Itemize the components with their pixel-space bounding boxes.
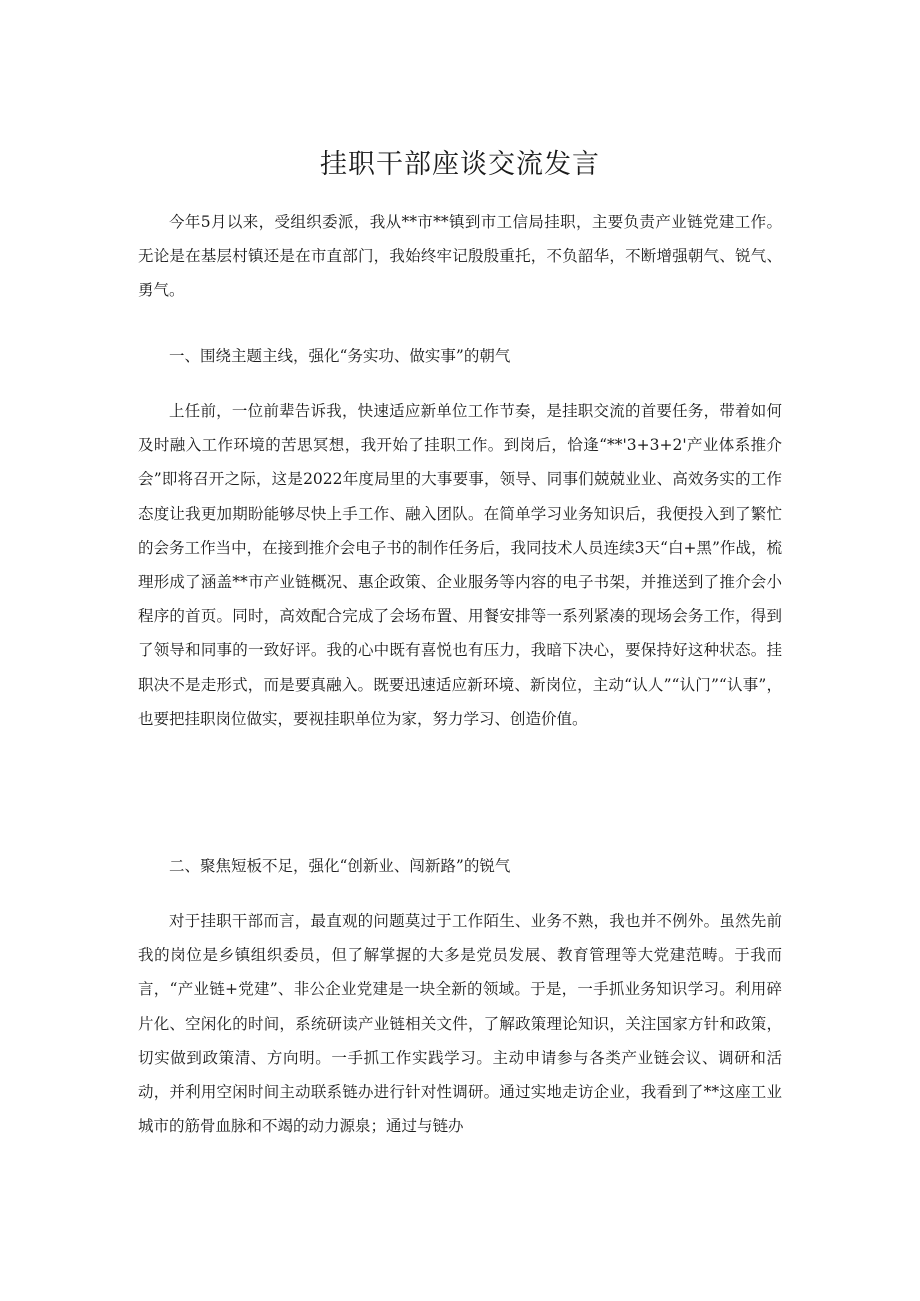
section-heading-1: 一、围绕主题主线，强化“务实功、做实事”的朝气 bbox=[169, 347, 511, 365]
paragraph-section-1: 上任前，一位前辈告诉我，快速适应新单位工作节奏，是挂职交流的首要任务，带着如何及时融入工作环境的苦思冥想，我开始了挂职工作。到岗后，恰逢“**'3+3+2'产业体系推介会”即将召开之际，这是2022年度局里的大事要事，领导、同事们兢兢业业、高效务实的工作态度让我更加期盼能够尽快上手工作、融入团队。在简单学习业务知识后，我便投入到了繁忙的会务工作当中，在接到推介会电子书的制作任务后，我同技术人员连续3天“白+黑”作战，梳理形成了涵盖**市产业链概况、惠企政策、企业服务等内容的电子书架，并推送到了推介会小程序的首页。同时，高效配合完成了会场布置、用餐安排等一系列紧凑的现场会务工作，得到了领导和同事的一致好评。我的心中既有喜悦也有压力，我暗下决心，要保持好这种状态。挂职决不是走形式，而是要真融入。既要迅速适应新环境、新岗位，主动“认人”“认门”“认事”，也要把挂职岗位做实，要视挂职单位为家，努力学习、创造价值。 bbox=[138, 402, 782, 728]
paragraph-section-2: 对于挂职干部而言，最直观的问题莫过于工作陌生、业务不熟，我也并不例外。虽然先前我的岗位是乡镇组织委员，但了解掌握的大多是党员发展、教育管理等大党建范畴。于我而言，“产业链+党建”、非公企业党建是一块全新的领域。于是，一手抓业务知识学习。利用碎片化、空闲化的时间，系统研读产业链相关文件，了解政策理论知识，关注国家方针和政策，切实做到政策清、方向明。一手抓工作实践学习。主动申请参与各类产业链会议、调研和活动，并利用空闲时间主动联系链办进行针对性调研。通过实地走访企业，我看到了**这座工业城市的筋骨血脉和不竭的动力源泉；通过与链办 bbox=[138, 912, 782, 1136]
paragraph-intro: 今年5月以来，受组织委派，我从**市**镇到市工信局挂职，主要负责产业链党建工作。无论是在基层村镇还是在市直部门，我始终牢记殷殷重托，不负韶华，不断增强朝气、锐气、勇气。 bbox=[138, 213, 782, 300]
section-heading-2: 二、聚焦短板不足，强化“创新业、闯新路”的锐气 bbox=[169, 857, 511, 875]
document-title: 挂职干部座谈交流发言 bbox=[320, 149, 600, 180]
